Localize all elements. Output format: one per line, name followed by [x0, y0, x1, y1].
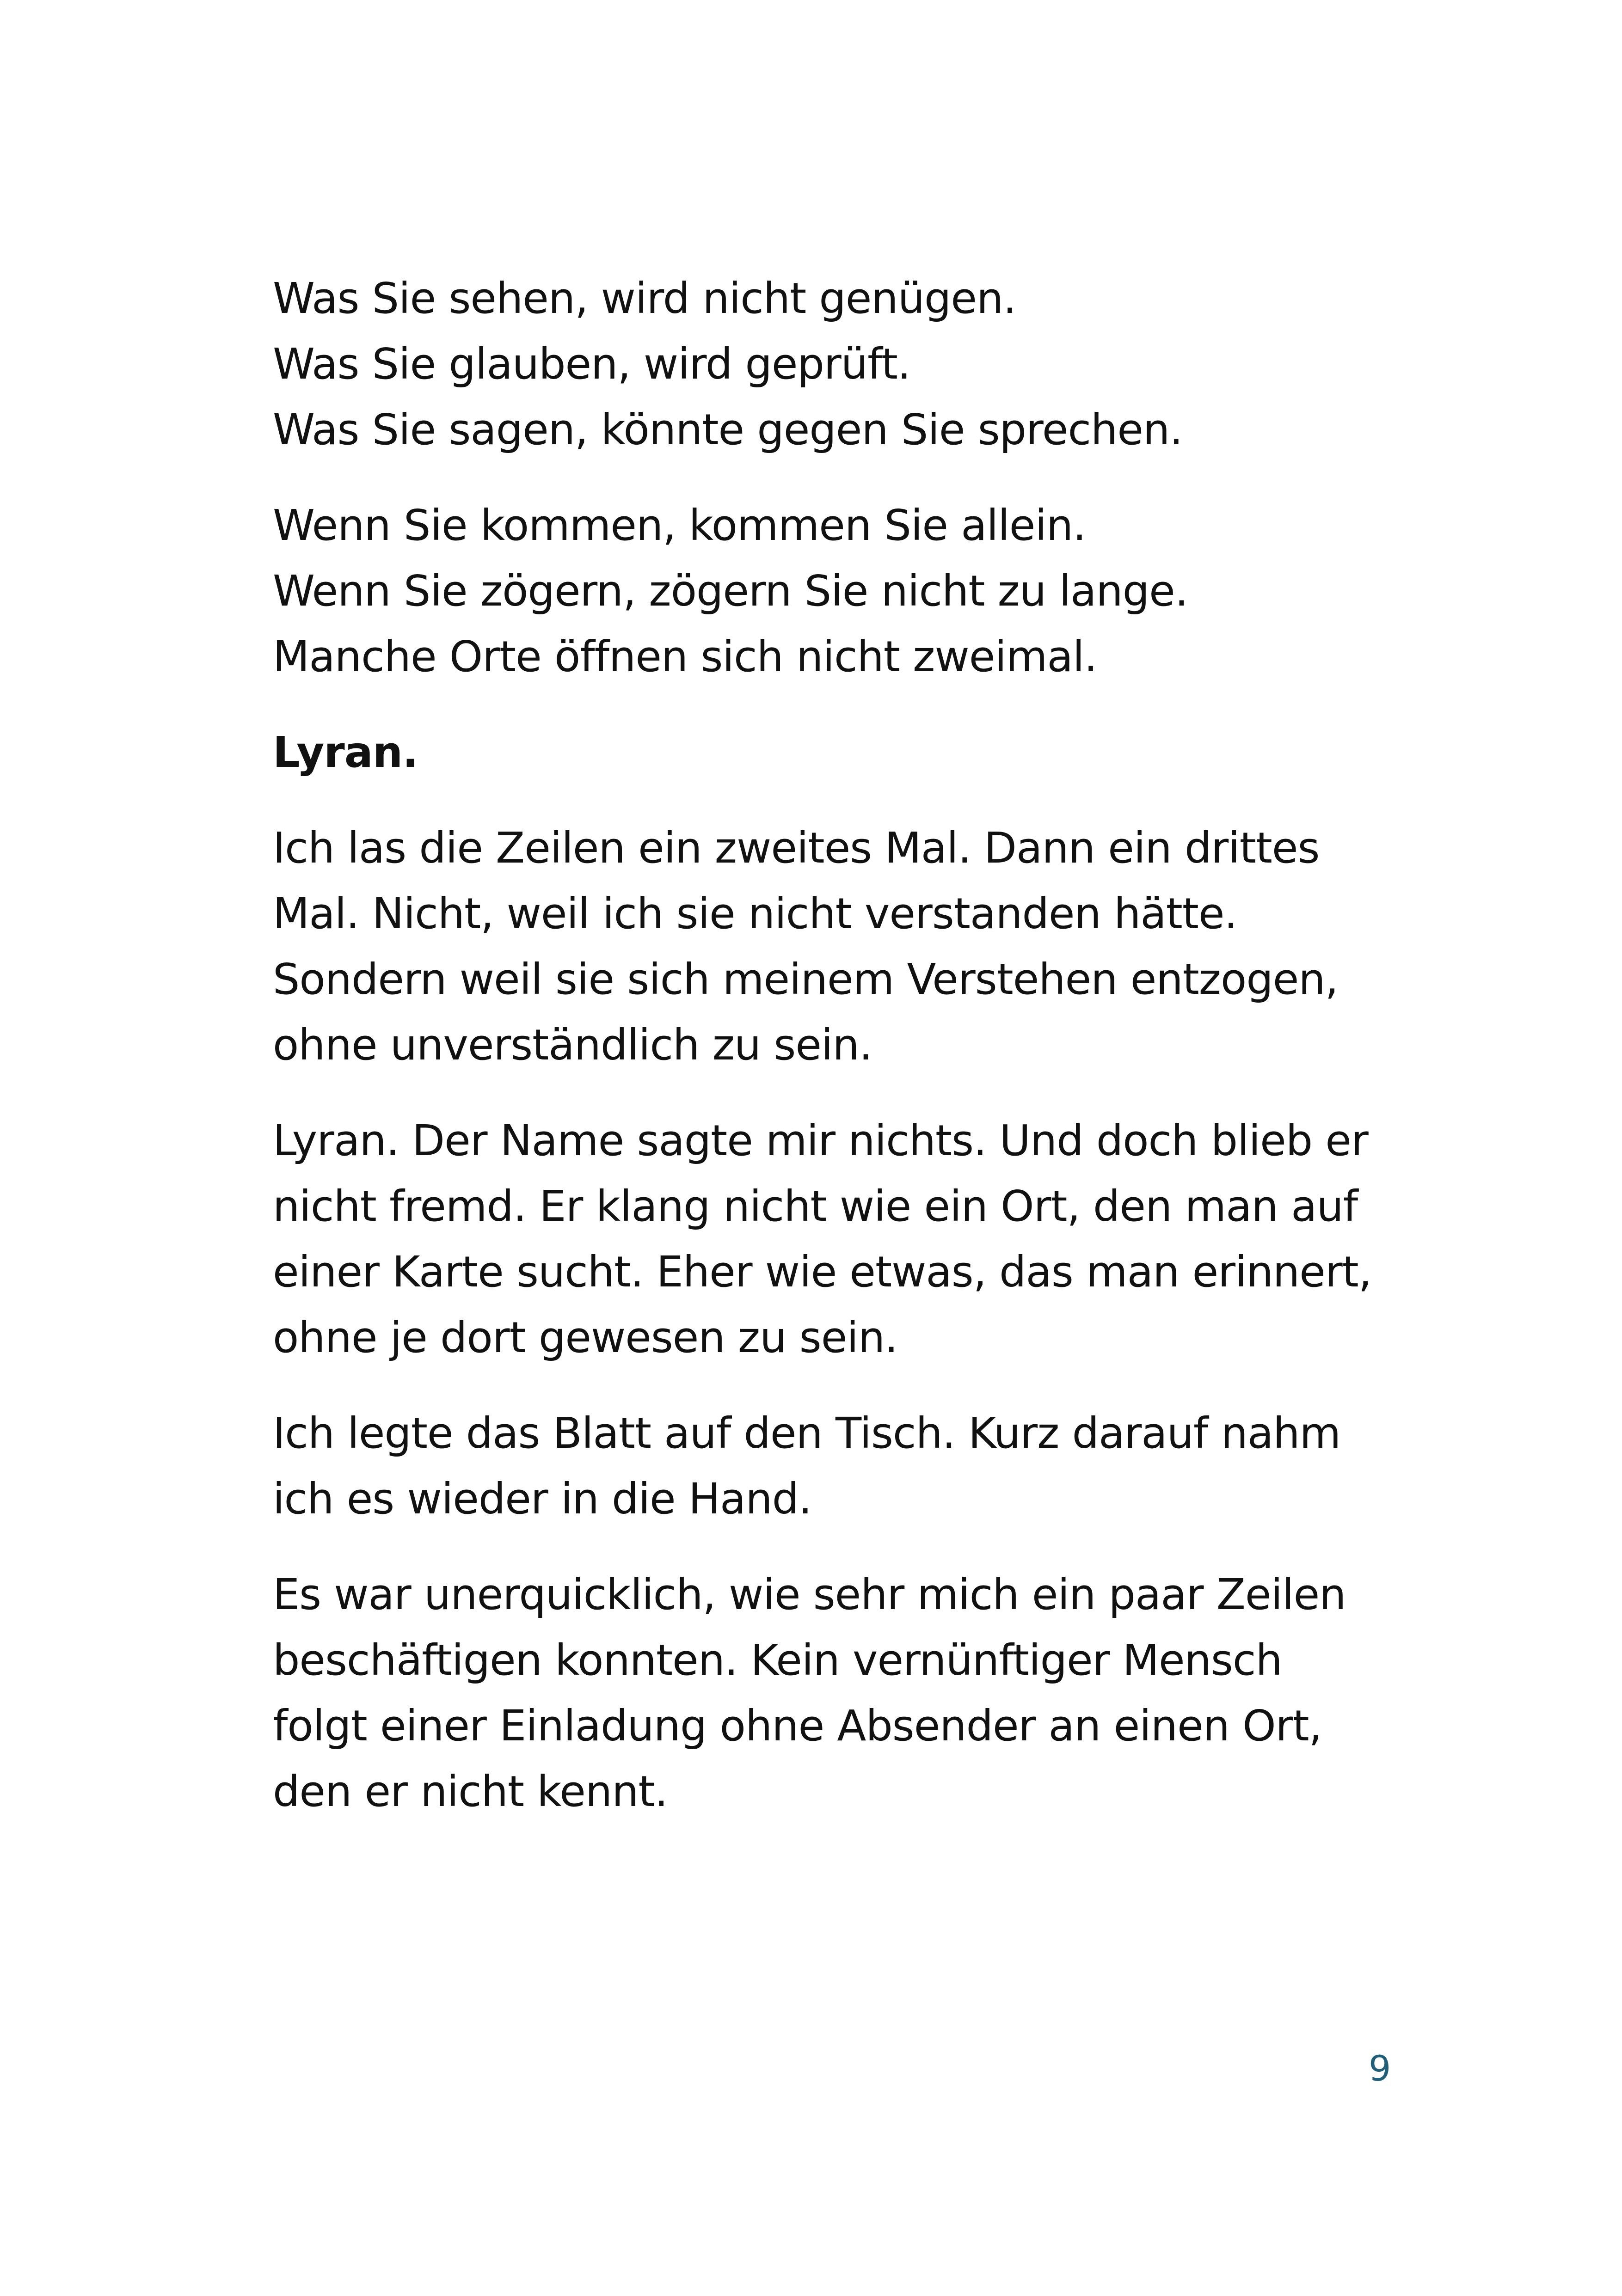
paragraph-line: Sondern weil sie sich meinem Verstehen entzogen,: [273, 955, 1338, 1004]
signature-heading: Lyran.: [273, 728, 418, 777]
paragraph-line: folgt einer Einladung ohne Absender an einen Ort,: [273, 1701, 1322, 1751]
paragraph-line: Lyran. Der Name sagte mir nichts. Und doch blieb er: [273, 1116, 1368, 1165]
paragraph-line: ohne unverständlich zu sein.: [273, 1020, 872, 1070]
paragraph-4: [273, 1562, 1406, 1825]
stanza-1: [273, 266, 1406, 463]
paragraph-line: beschäftigen konnten. Kein vernünftiger Mensch: [273, 1635, 1282, 1685]
paragraph-line: Es war unerquicklich, wie sehr mich ein paar Zeilen: [273, 1570, 1346, 1619]
paragraph-2: [273, 1108, 1406, 1371]
paragraph-line: Mal. Nicht, weil ich sie nicht verstanden hätte.: [273, 889, 1237, 938]
stanza-line: Was Sie glauben, wird geprüft.: [273, 339, 911, 389]
paragraph-line: nicht fremd. Er klang nicht wie ein Ort, den man auf: [273, 1182, 1358, 1231]
paragraph-line: Ich legte das Blatt auf den Tisch. Kurz darauf nahm: [273, 1408, 1341, 1458]
paragraph-line: Ich las die Zeilen ein zweites Mal. Dann ein drittes: [273, 823, 1320, 873]
paragraph-1: [273, 815, 1406, 1078]
stanza-line: Wenn Sie kommen, kommen Sie allein.: [273, 501, 1086, 550]
stanza-line: Manche Orte öffnen sich nicht zweimal.: [273, 632, 1097, 681]
stanza-line: Was Sie sagen, könnte gegen Sie sprechen.: [273, 405, 1183, 454]
stanza-2: [273, 493, 1406, 690]
paragraph-line: den er nicht kennt.: [273, 1767, 668, 1816]
stanza-line: Was Sie sehen, wird nicht genügen.: [273, 274, 1016, 323]
paragraph-line: einer Karte sucht. Eher wie etwas, das man erinnert,: [273, 1247, 1371, 1297]
page-number: 9: [1369, 2048, 1391, 2089]
paragraph-3: [273, 1401, 1406, 1532]
paragraph-line: ich es wieder in die Hand.: [273, 1474, 812, 1524]
body-text: [273, 266, 1406, 1855]
paragraph-line: ohne je dort gewesen zu sein.: [273, 1313, 898, 1362]
stanza-line: Wenn Sie zögern, zögern Sie nicht zu lange.: [273, 566, 1188, 616]
